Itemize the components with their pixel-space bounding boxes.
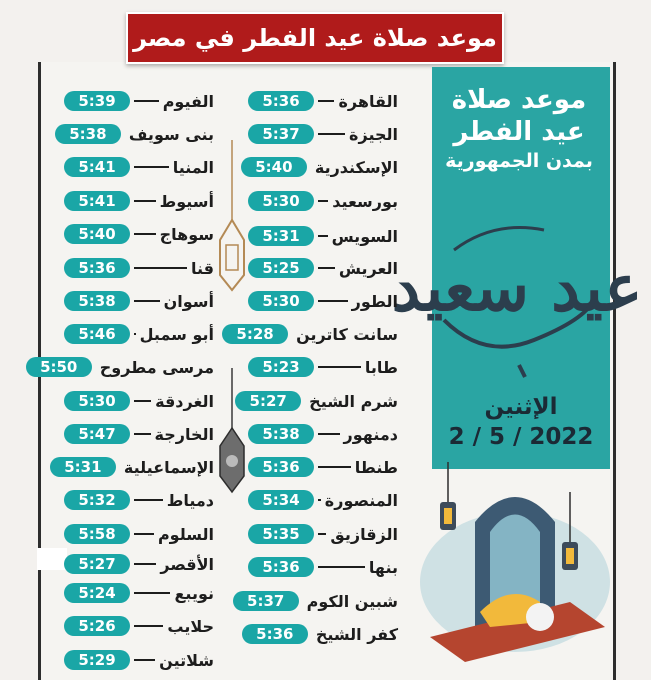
list-item — [64, 91, 214, 111]
list-item — [248, 91, 398, 111]
city-name: شلاتين — [159, 650, 214, 670]
city-name: الجيزة — [349, 124, 398, 144]
prayer-time: 5:58 — [64, 524, 130, 544]
eid-calligraphy-art — [391, 190, 643, 390]
eid-date: 2 / 5 / 2022 — [448, 424, 594, 450]
city-name: القاهرة — [338, 91, 398, 111]
city-name: مرسى مطروح — [99, 357, 214, 377]
city-name: المنيا — [172, 157, 214, 177]
divider — [318, 100, 334, 102]
list-item — [248, 624, 398, 644]
city-name: الزقازيق — [330, 524, 398, 544]
list-item — [64, 124, 214, 144]
prayer-time: 5:30 — [248, 291, 314, 311]
prayer-time: 5:47 — [64, 424, 130, 444]
city-name: الغردقة — [155, 391, 214, 411]
city-name: أسوان — [163, 291, 214, 311]
prayer-time: 5:36 — [248, 457, 314, 477]
prayer-time: 5:46 — [64, 324, 130, 344]
divider — [134, 433, 151, 435]
divider — [318, 366, 361, 368]
list-item — [64, 191, 214, 211]
divider — [134, 592, 170, 594]
divider — [134, 563, 156, 565]
prayer-time: 5:40 — [64, 224, 130, 244]
city-name: بنها — [368, 557, 398, 577]
list-item — [248, 157, 398, 177]
prayer-time: 5:30 — [248, 191, 314, 211]
prayer-time: 5:38 — [55, 124, 121, 144]
prayer-time: 5:28 — [222, 324, 288, 344]
divider — [134, 625, 163, 627]
city-name: السويس — [331, 226, 398, 246]
city-name: شبين الكوم — [306, 591, 398, 611]
list-item — [64, 424, 214, 444]
divider — [134, 233, 156, 235]
city-name: طابا — [364, 357, 398, 377]
white-patch — [37, 548, 67, 570]
city-name: سوهاج — [159, 224, 214, 244]
divider — [134, 533, 154, 535]
prayer-time: 5:36 — [64, 258, 130, 278]
list-item — [64, 524, 214, 544]
list-item — [248, 490, 398, 510]
list-item — [248, 124, 398, 144]
list-item — [248, 357, 398, 377]
list-item — [248, 457, 398, 477]
divider — [318, 499, 321, 501]
list-item — [40, 357, 214, 377]
panel-title-line1: موعد صلاة — [451, 85, 587, 115]
city-name: نويبع — [174, 583, 214, 603]
prayer-time: 5:24 — [64, 583, 130, 603]
city-name: شرم الشيخ — [309, 391, 398, 411]
panel-title — [432, 84, 606, 174]
city-name: الإسماعيلية — [123, 457, 214, 477]
divider — [134, 499, 163, 501]
city-name: دمنهور — [343, 424, 398, 444]
city-name: بورسعيد — [332, 191, 398, 211]
city-name: قنا — [190, 258, 214, 278]
list-item — [64, 258, 214, 278]
list-item — [248, 258, 398, 278]
prayer-time: 5:41 — [64, 191, 130, 211]
prayer-time: 5:35 — [248, 524, 314, 544]
prayer-time: 5:41 — [64, 157, 130, 177]
prayer-time: 5:32 — [64, 490, 130, 510]
prayer-time: 5:37 — [233, 591, 299, 611]
prayer-time: 5:30 — [64, 391, 130, 411]
list-item — [248, 424, 398, 444]
list-item — [64, 650, 214, 670]
prayer-time: 5:36 — [248, 557, 314, 577]
divider — [134, 267, 187, 269]
list-item — [248, 591, 398, 611]
list-item — [248, 291, 398, 311]
divider — [318, 300, 348, 302]
prayer-time: 5:31 — [248, 226, 314, 246]
prayer-time: 5:26 — [64, 616, 130, 636]
city-name: دمياط — [166, 490, 214, 510]
prayer-time: 5:38 — [248, 424, 314, 444]
city-name: أبو سمبل — [139, 324, 214, 344]
calligraphy-text: عيد سعيد — [391, 251, 643, 326]
prayer-time: 5:38 — [64, 291, 130, 311]
list-item — [64, 224, 214, 244]
divider — [134, 333, 136, 335]
prayer-time: 5:25 — [248, 258, 314, 278]
divider — [318, 200, 328, 202]
divider — [134, 200, 156, 202]
divider — [318, 433, 340, 435]
city-name: أسيوط — [159, 191, 214, 211]
list-item — [64, 490, 214, 510]
eid-day: الإثنين — [484, 394, 558, 420]
city-name: الخارجة — [154, 424, 214, 444]
divider — [134, 400, 151, 402]
prayer-time: 5:50 — [26, 357, 92, 377]
prayer-time: 5:37 — [248, 124, 314, 144]
divider — [134, 300, 160, 302]
prayer-time: 5:34 — [248, 490, 314, 510]
city-name: الإسكندرية — [314, 157, 398, 177]
list-item — [64, 554, 214, 574]
lantern-icon — [214, 368, 250, 500]
list-item — [248, 391, 398, 411]
city-name: العريش — [338, 258, 398, 278]
city-name: كفر الشيخ — [315, 624, 398, 644]
city-name: سانت كاترين — [296, 324, 398, 344]
list-item — [248, 557, 398, 577]
prayer-time: 5:36 — [242, 624, 308, 644]
list-item — [64, 157, 214, 177]
prayer-illustration — [420, 462, 620, 662]
list-item — [64, 391, 214, 411]
city-name: الفيوم — [162, 91, 214, 111]
prayer-time: 5:29 — [64, 650, 130, 670]
city-name: السلوم — [157, 524, 214, 544]
divider — [318, 267, 335, 269]
prayer-time: 5:31 — [50, 457, 116, 477]
panel-title-line2: عيد الفطر — [453, 117, 585, 147]
prayer-time: 5:27 — [235, 391, 301, 411]
divider — [318, 533, 326, 535]
panel-title-line3: بمدن الجمهورية — [445, 150, 593, 172]
list-item — [248, 524, 398, 544]
prayer-time: 5:40 — [241, 157, 307, 177]
city-name: طنطا — [354, 457, 398, 477]
prayer-time: 5:27 — [64, 554, 130, 574]
list-item — [236, 324, 398, 344]
divider — [134, 166, 169, 168]
prayer-time: 5:39 — [64, 91, 130, 111]
page-title: موعد صلاة عيد الفطر في مصر — [126, 12, 504, 64]
city-name: الطور — [351, 291, 398, 311]
list-item — [248, 226, 398, 246]
divider — [318, 566, 365, 568]
list-item — [248, 191, 398, 211]
city-name: بنى سويف — [128, 124, 214, 144]
prayer-time: 5:23 — [248, 357, 314, 377]
list-item — [64, 616, 214, 636]
divider — [318, 235, 328, 237]
prayer-time: 5:36 — [248, 91, 314, 111]
city-name: حلايب — [167, 616, 214, 636]
list-item — [64, 457, 214, 477]
city-name: المنصورة — [324, 490, 398, 510]
divider — [318, 466, 351, 468]
list-item — [64, 324, 214, 344]
divider — [134, 659, 155, 661]
divider — [134, 100, 159, 102]
city-name: الأقصر — [160, 554, 214, 574]
list-item — [64, 291, 214, 311]
list-item — [64, 583, 214, 603]
divider — [318, 133, 345, 135]
